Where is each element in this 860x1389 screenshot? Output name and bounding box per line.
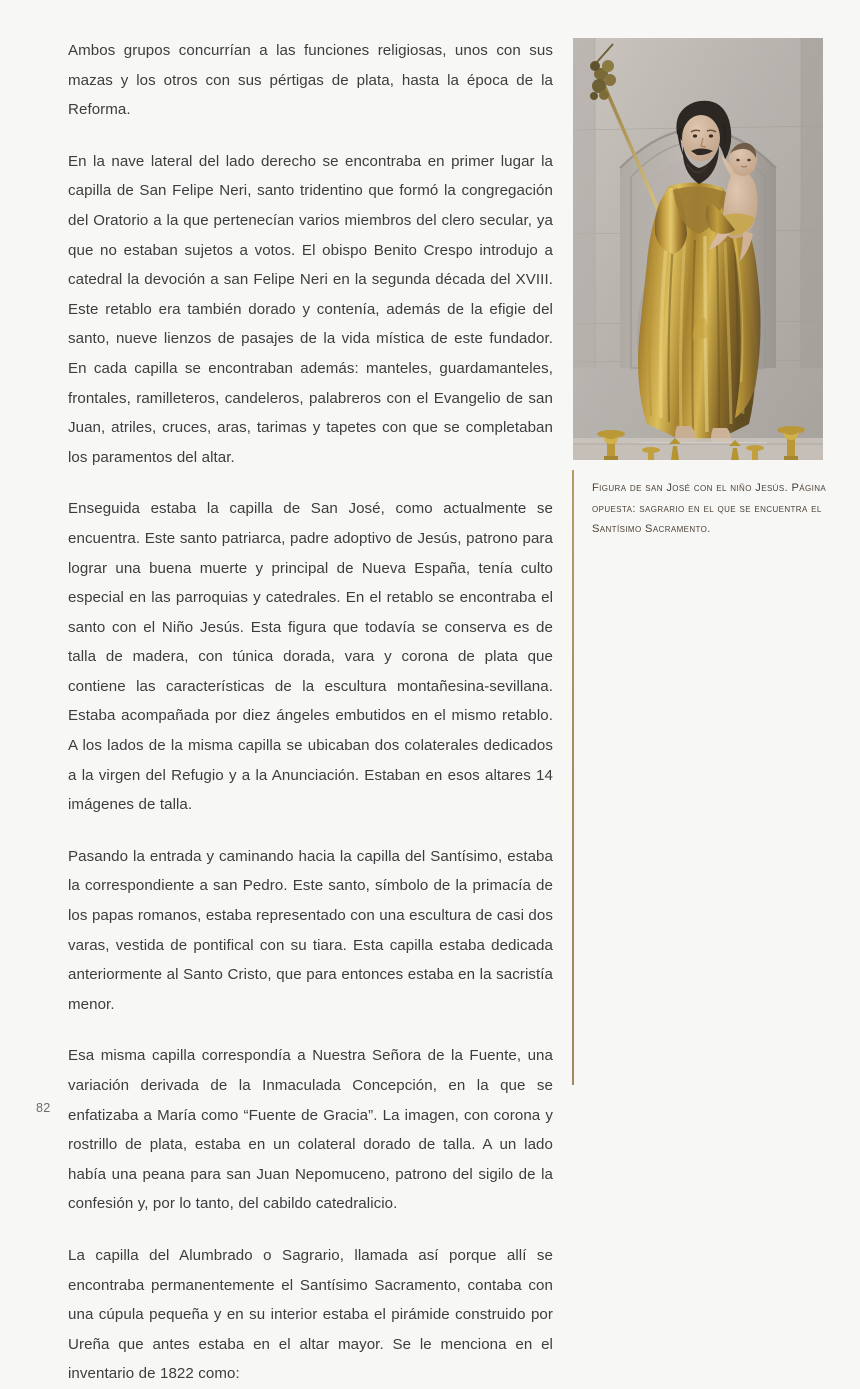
body-paragraph: En la nave lateral del lado derecho se encontraba en primer lugar la capilla de San Felipe Neri, santo tridentino que formó la congregación del Oratorio a la que pertenecían varios miembros del clero secular, ya que no estaban sujetos a votos. El obispo Benito Crespo introdujo a catedral la devoción a san Felipe Neri en la segunda década del XVIII. Este retablo era también dorado y contenía, además de la efigie del santo, nueve lienzos de pasajes de la vida mística de este fundador. En cada capilla se encontraban además: manteles, guardamanteles, frontales, ramilleteros, candeleros, palabreros con el Evangelio de san Juan, atriles, cruces, aras, tarimas y tapetes con que se completaban los paramentos del altar. (68, 152, 553, 466)
body-paragraph: Pasando la entrada y caminando hacia la capilla del Santísimo, estaba la correspondiente a san Pedro. Este santo, símbolo de la primacía de los papas romanos, estaba representado con una escultura de casi dos varas, vestida de pontifical con su tiara. Esta capilla estaba dedicada anteriormente al Santo Cristo, que para entonces estaba en la sacristía menor. (68, 847, 553, 1013)
figure-image (573, 38, 823, 460)
body-paragraph: Esa misma capilla correspondía a Nuestra Señora de la Fuente, una variación derivada de la Inmaculada Concepción, en la que se enfatizaba a María como “Fuente de Gracia”. La imagen, con corona y rostrillo de plata, estaba en un colateral dorado de talla. A un lado había una peana para san Juan Nepomuceno, patrono del sigilo de la confesión y, por lo tanto, del cabildo catedralicio. (68, 1047, 553, 1213)
body-paragraph: La capilla del Alumbrado o Sagrario, llamada así porque allí se encontraba permanentemente el Santísimo Sacramento, contaba con una cúpula pequeña y en su interior estaba el pirámide construido por Ureña que antes estaba en el altar mayor. Se le menciona en el inventario de 1822 como: (68, 1246, 553, 1383)
sidebar-vertical-rule (572, 470, 574, 1085)
page-number: 82 (36, 1101, 51, 1115)
body-paragraph: Ambos grupos concurrían a las funciones religiosas, unos con sus mazas y los otros con sus pértigas de plata, hasta la época de la Reforma. (68, 42, 553, 119)
figure-caption: Figura de san José con el niño Jesús. Página opuesta: sagrario en el que se encuentra el Santísimo Sacramento. (592, 482, 827, 535)
body-paragraph: Enseguida estaba la capilla de San José, como actualmente se encuentra. Este santo patriarca, padre adoptivo de Jesús, patrono para lograr una buena muerte y principal de Nueva España, tenía culto especial en las parroquias y catedrales. En el retablo se encontraba el santo con el Niño Jesús. Esta figura que todavía se conserva es de talla de madera, con túnica dorada, vara y corona de plata que contiene las características de la escultura montañesina-sevillana. Estaba acompañada por diez ángeles embutidos en el mismo retablo. A los lados de la misma capilla se ubicaban dos colaterales dedicados a la virgen del Refugio y a la Anunciación. Estaban en esos altares 14 imágenes de talla. (68, 500, 553, 814)
body-text-column (68, 36, 553, 1389)
statue-illustration (573, 38, 823, 460)
